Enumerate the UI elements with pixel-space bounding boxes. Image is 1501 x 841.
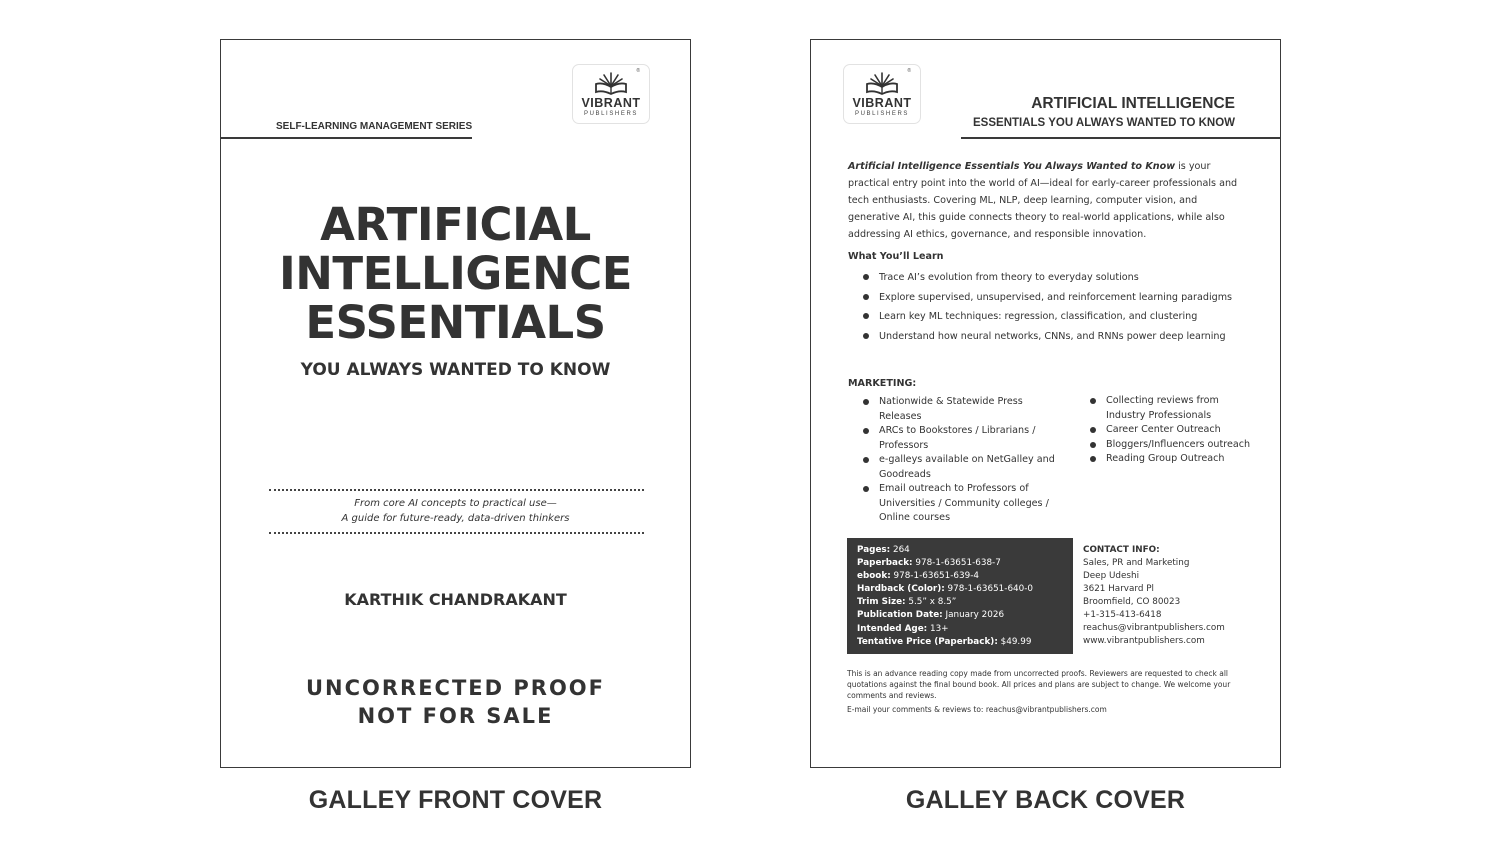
title-line: ESSENTIALS	[305, 296, 606, 349]
spec-label: Paperback:	[857, 558, 913, 569]
registered-mark: ®	[636, 68, 640, 74]
tagline-line: From core AI concepts to practical use—	[354, 498, 557, 509]
list-item: e-galleys available on NetGalley and Goodreads	[862, 453, 1062, 482]
title-line: ARTIFICIAL	[320, 198, 591, 251]
galley-back-cover	[810, 39, 1281, 768]
spec-value: 13+	[927, 623, 949, 634]
spec-row	[857, 636, 1063, 649]
spec-value: 264	[890, 545, 910, 555]
open-book-sunburst-icon	[864, 70, 900, 96]
logo-sub: PUBLISHERS	[854, 111, 909, 117]
contact-website: www.vibrantpublishers.com	[1083, 636, 1205, 646]
contact-heading: CONTACT INFO:	[1083, 545, 1160, 555]
back-cover-caption: GALLEY BACK COVER	[905, 786, 1186, 814]
tagline	[221, 496, 690, 526]
list-item: Explore supervised, unsupervised, and reinforcement learning paradigms	[862, 288, 1272, 308]
proof-notice	[221, 674, 690, 730]
back-title-rule	[961, 137, 1281, 139]
dotted-divider	[269, 532, 644, 534]
spec-value: 978-1-63651-638-7	[912, 558, 1001, 569]
marketing-heading: MARKETING:	[848, 378, 917, 389]
spec-label: ebook:	[857, 571, 891, 582]
series-label: SELF-LEARNING MANAGEMENT SERIES	[276, 121, 473, 132]
list-item: Trace AI’s evolution from theory to everyday solutions	[862, 268, 1272, 288]
contact-line: +1-315-413-6418	[1083, 610, 1162, 620]
spec-row	[857, 583, 1063, 596]
book-subtitle: YOU ALWAYS WANTED TO KNOW	[300, 360, 611, 380]
registered-mark: ®	[907, 68, 911, 74]
spec-label: Tentative Price (Paperback):	[857, 636, 998, 647]
contact-line: 3621 Harvard Pl	[1083, 584, 1154, 594]
front-cover-caption: GALLEY FRONT COVER	[308, 786, 603, 814]
list-item: Reading Group Outreach	[1089, 452, 1259, 467]
spec-row	[857, 609, 1063, 622]
spec-label: Publication Date:	[857, 610, 943, 621]
vibrant-publishers-logo	[843, 64, 921, 124]
spec-row	[857, 623, 1063, 636]
list-item: ARCs to Bookstores / Librarians / Professors	[862, 424, 1062, 453]
spec-value: January 2026	[942, 610, 1005, 621]
review-email-line: E-mail your comments & reviews to: reachus@vibrantpublishers.com	[847, 705, 1107, 714]
list-item: Email outreach to Professors of Universities / Community colleges / Online courses	[862, 482, 1062, 526]
list-item: Bloggers/Influencers outreach	[1089, 438, 1259, 453]
disclaimer-text: This is an advance reading copy made from uncorrected proofs. Reviewers are requested to check all quotations against the final bound book. All prices and plans are subject to change. We welcome your comments and reviews.	[847, 669, 1231, 700]
spec-row	[857, 544, 1063, 557]
back-title: ARTIFICIAL INTELLIGENCE	[1031, 95, 1235, 112]
author-name: KARTHIK CHANDRAKANT	[344, 590, 567, 609]
open-book-sunburst-icon	[593, 70, 629, 96]
spec-row	[857, 557, 1063, 570]
spec-value: 978-1-63651-639-4	[890, 571, 979, 582]
list-item: Collecting reviews from Industry Professionals	[1089, 394, 1259, 423]
proof-line: UNCORRECTED PROOF	[305, 676, 605, 700]
spec-label: Hardback (Color):	[857, 584, 945, 595]
contact-line: Broomfield, CO 80023	[1083, 597, 1181, 607]
galley-front-cover	[220, 39, 691, 768]
back-subtitle: ESSENTIALS YOU ALWAYS WANTED TO KNOW	[973, 117, 1235, 129]
spec-value: $49.99	[997, 636, 1032, 647]
contact-email: reachus@vibrantpublishers.com	[1083, 623, 1225, 633]
list-item: Learn key ML techniques: regression, classification, and clustering	[862, 307, 1272, 327]
vibrant-publishers-logo	[572, 64, 650, 124]
book-blurb	[848, 158, 1248, 243]
spec-label: Pages:	[857, 545, 891, 555]
proof-line: NOT FOR SALE	[357, 704, 554, 728]
spec-label: Intended Age:	[857, 623, 928, 634]
spec-row	[857, 596, 1063, 609]
learn-heading: What You’ll Learn	[848, 251, 944, 262]
spec-row	[857, 570, 1063, 583]
list-item: Understand how neural networks, CNNs, and RNNs power deep learning	[862, 327, 1272, 347]
contact-line: Sales, PR and Marketing	[1083, 558, 1190, 568]
dotted-divider	[269, 489, 644, 491]
spec-value: 5.5” x 8.5”	[905, 597, 957, 608]
tagline-line: A guide for future-ready, data-driven thinkers	[341, 513, 570, 524]
blurb-book-title: Artificial Intelligence Essentials You Always Wanted to Know	[848, 161, 1176, 172]
contact-line: Deep Udeshi	[1083, 571, 1140, 581]
logo-sub: PUBLISHERS	[583, 111, 638, 117]
learn-list	[862, 268, 1272, 346]
blurb-text: is your practical entry point into the world of AI—ideal for early-career professionals and tech enthusiasts. Covering ML, NLP, deep learning, computer vision, and generative AI, this guide connects theory to real-world applications, while also addressing AI ethics, governance, and responsible innovation.	[848, 161, 1238, 240]
title-line: INTELLIGENCE	[278, 247, 633, 300]
book-specs-box	[847, 538, 1073, 654]
series-rule	[221, 137, 472, 139]
marketing-list-right	[1089, 394, 1259, 467]
logo-brand: VIBRANT	[581, 96, 641, 110]
marketing-list-left	[862, 395, 1062, 526]
contact-info	[1083, 544, 1253, 648]
book-title	[221, 200, 690, 347]
spec-value: 978-1-63651-640-0	[944, 584, 1034, 595]
logo-brand: VIBRANT	[852, 96, 912, 110]
list-item: Nationwide & Statewide Press Releases	[862, 395, 1062, 424]
list-item: Career Center Outreach	[1089, 423, 1259, 438]
spec-label: Trim Size:	[857, 597, 906, 608]
